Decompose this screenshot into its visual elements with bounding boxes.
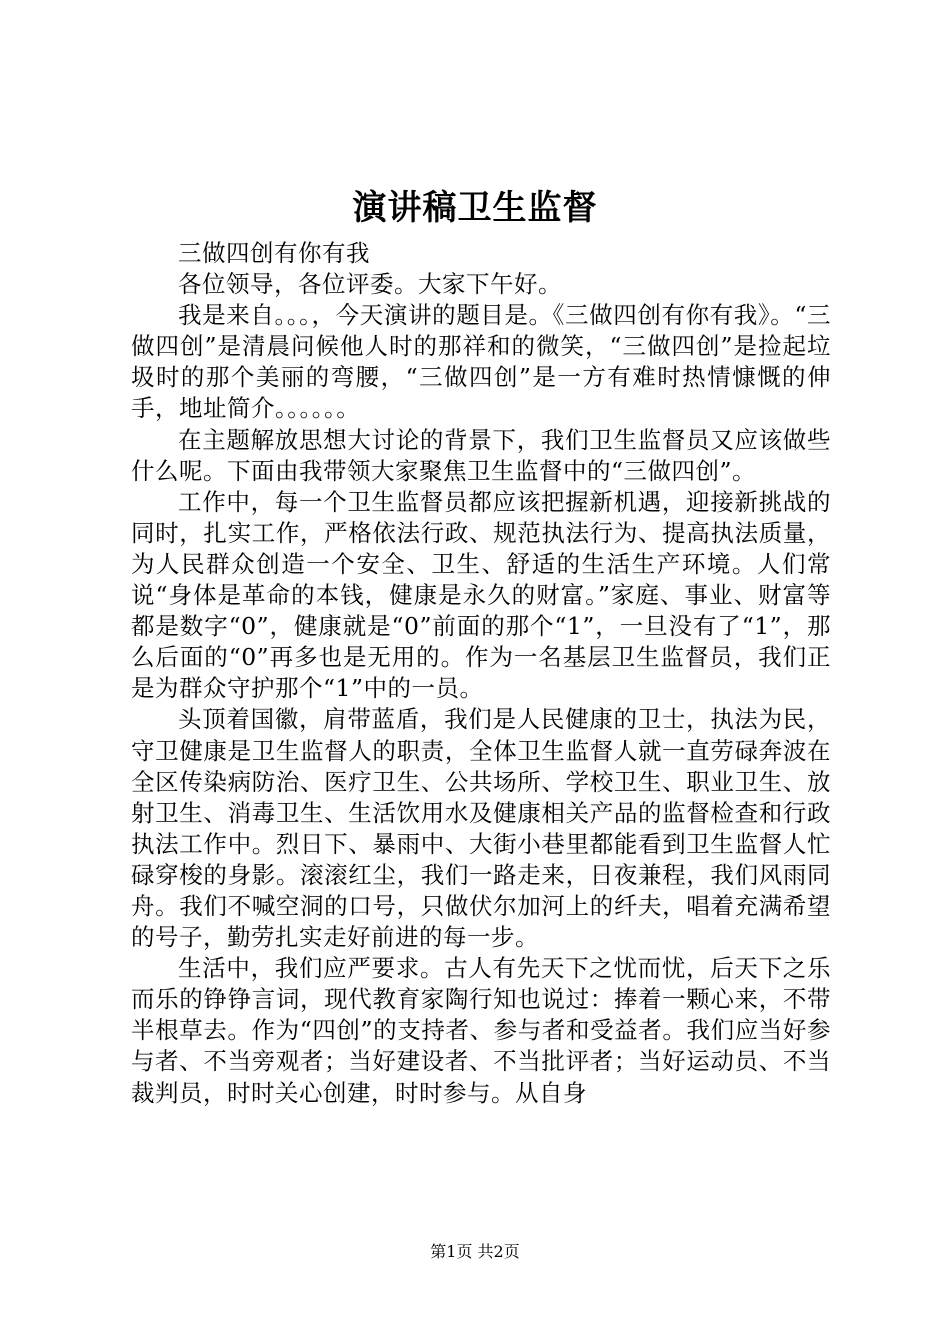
page-title: 演讲稿卫生监督 [352,188,598,228]
paragraph-subtitle: 三做四创有你有我 [178,239,370,267]
document-body [131,238,831,1109]
paragraph: 在主题解放思想大讨论的背景下，我们卫生监督员又应该做些什么呢。下面由我带领大家聚焦卫生监督中的“三做四创”。 [131,425,831,485]
page-number-footer: 第1页 共2页 [430,1242,520,1261]
paragraph: 头顶着国徽，肩带蓝盾，我们是人民健康的卫士，执法为民，守卫健康是卫生监督人的职责，全体卫生监督人就一直劳碌奔波在全区传染病防治、医疗卫生、公共场所、学校卫生、职业卫生、放射卫生、消毒卫生、生活饮用水及健康相关产品的监督检查和行政执法工作中。烈日下、暴雨中、大街小巷里都能看到卫生监督人忙碌穿梭的身影。滚滚红尘，我们一路走来，日夜兼程，我们风雨同舟。我们不喊空洞的口号，只做伏尔加河上的纤夫，唱着充满希望的号子，勤劳扎实走好前进的每一步。 [131,705,831,952]
paragraph: 生活中，我们应严要求。古人有先天下之忧而忧，后天下之乐而乐的铮铮言词，现代教育家陶行知也说过：捧着一颗心来，不带半根草去。作为“四创”的支持者、参与者和受益者。我们应当好参与者、不当旁观者；当好建设者、不当批评者；当好运动员、不当裁判员，时时关心创建，时时参与。从自身 [131,954,831,1107]
paragraph-greeting: 各位领导，各位评委。大家下午好。 [178,270,562,299]
paragraph: 工作中，每一个卫生监督员都应该把握新机遇，迎接新挑战的同时，扎实工作，严格依法行政、规范执法行为、提高执法质量，为人民群众创造一个安全、卫生、舒适的生活生产环境。人们常说“身体是革命的本钱，健康是永久的财富。”家庭、事业、财富等都是数字“0”，健康就是“0”前面的那个“1”，一旦没有了“1”，那么后面的“0”再多也是无用的。作为一名基层卫生监督员，我们正是为群众守护那个“1”中的一员。 [131,487,831,703]
paragraph: 我是来自。。。，今天演讲的题目是。《三做四创有你有我》。“三做四创”是清晨问候他人时的那祥和的微笑，“三做四创”是捡起垃圾时的那个美丽的弯腰，“三做四创”是一方有难时热情慷慨的伸手，地址简介。。。。。。 [131,301,831,423]
